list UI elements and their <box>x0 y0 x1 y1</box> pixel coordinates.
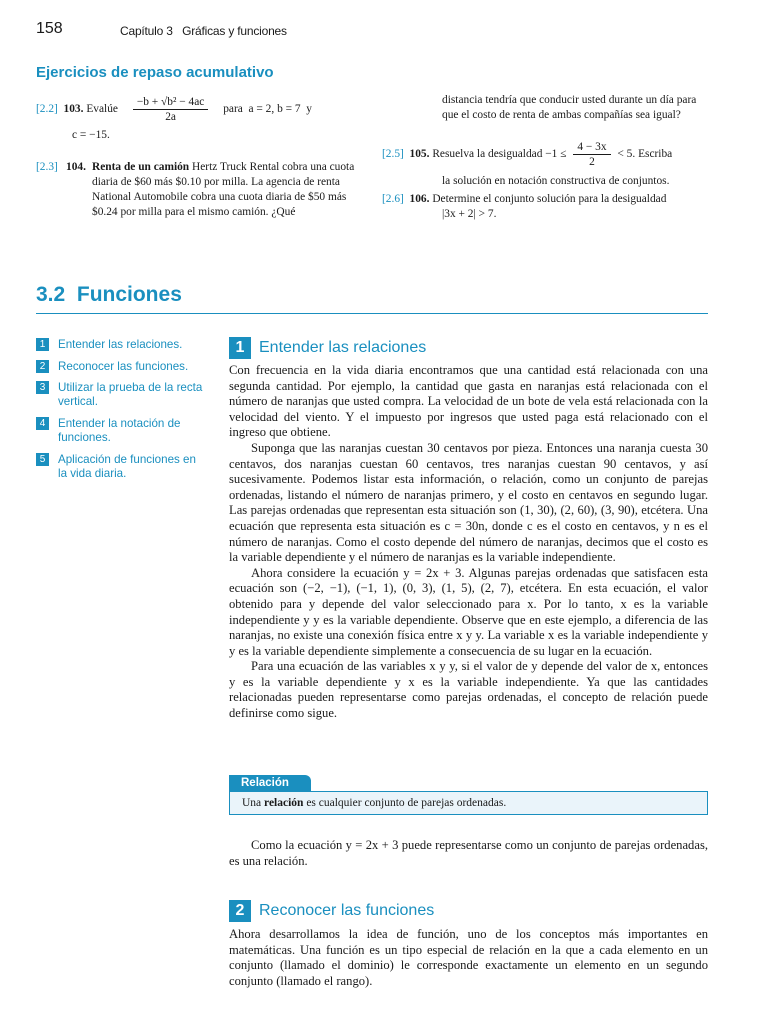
exercise-106 <box>382 192 712 222</box>
paragraph: Como la ecuación y = 2x + 3 puede representarse como un conjunto de parejas ordenadas, es una relación. <box>229 838 708 868</box>
after-definition-body <box>229 838 708 869</box>
paragraph: Suponga que las naranjas cuestan 30 centavos por pieza. Entonces una naranja cuesta 30 centavos, dos naranjas cuestan 60 centavos, tres naranjas cuestan 90 centavos, y así sucesivamente. Podemos listar esta información, o relación, como un conjunto de parejas ordenadas, listando el número de naranjas primero, y el costo en centavos en segundo lugar. Las parejas ordenadas que representan esta situación son (1, 30), (2, 60), (3, 90), etcétera. Una ecuación que representa esta situación es c = 30n, donde c es el costo en centavos, y n es el número de naranjas. Como el costo depende del número de naranjas, decimos que el costo es la variable dependiente y el número de naranjas es la variable independiente. <box>229 440 708 565</box>
exercise-condition: para a = 2, b = 7 y <box>223 103 312 116</box>
definition-label: Relación <box>229 775 311 791</box>
fraction-denominator: 2 <box>589 156 595 168</box>
exercise-number: 103. <box>63 103 84 116</box>
exercise-tag: [2.5] <box>382 148 404 161</box>
objective-number: 2 <box>36 360 49 373</box>
objective-item <box>36 338 208 352</box>
objective-text: Aplicación de funciones en la vida diaria. <box>58 453 196 480</box>
review-heading: Ejercicios de repaso acumulativo <box>36 64 274 81</box>
page-number: 158 <box>36 20 63 37</box>
fraction-numerator: 4 − 3x <box>573 140 610 155</box>
exercise-line2: |3x + 2| > 7. <box>442 208 497 220</box>
subsection-1-body <box>229 363 708 722</box>
definition-box <box>229 791 708 815</box>
subsection-number: 1 <box>229 337 251 359</box>
exercise-lead: Resuelva la desigualdad −1 ≤ <box>432 148 567 161</box>
exercise-number: 105. <box>409 148 430 161</box>
fraction-denominator: 2a <box>165 111 176 123</box>
objective-item <box>36 417 208 445</box>
section-rule <box>36 313 708 314</box>
objective-number: 3 <box>36 381 49 394</box>
fraction-numerator: −b + √b² − 4ac <box>133 95 209 110</box>
paragraph: Para una ecuación de las variables x y y, si el valor de y depende del valor de x, entonces y es la variable dependiente y x es la variable independiente. Ya que las cantidades relacionadas pueden representarse como parejas ordenadas, el concepto de relación puede definirse como sigue. <box>229 659 708 721</box>
exercise-tag: [2.2] <box>36 103 58 116</box>
exercise-103 <box>36 95 366 143</box>
objective-text: Utilizar la prueba de la recta vertical. <box>58 381 203 408</box>
subsection-heading-1 <box>229 337 426 359</box>
exercise-line2: c = −15. <box>72 129 110 141</box>
paragraph: Ahora considere la ecuación y = 2x + 3. Algunas parejas ordenadas que satisfacen esta ecuación son (−2, −1), (−1, 1), (0, 3), (1, 5), (2, 7), etcétera. En esta ecuación, el valor obtenido para y depende del valor seleccionado para x. Por lo tanto, x es la variable independiente y y es la variable dependiente. Observe que en este ejemplo, a diferencia de las naranjas, no existe una conexión física entre x y y. La variable x es la variable independiente y y es la variable dependiente simplemente a consecuencia de su lugar en la ecuación. <box>229 565 708 658</box>
objective-number: 5 <box>36 453 49 466</box>
exercise-tag: [2.3] <box>36 161 58 173</box>
definition-text-pre: Una <box>242 797 265 809</box>
exercise-text: Determine el conjunto solución para la desigualdad <box>432 193 667 205</box>
objective-number: 1 <box>36 338 49 351</box>
exercise-104 <box>36 160 361 220</box>
objective-text: Entender la notación de funciones. <box>58 417 181 444</box>
exercise-line2: la solución en notación constructiva de conjuntos. <box>442 175 670 187</box>
exercise-lead: Evalúe <box>86 103 118 116</box>
subsection-heading-2 <box>229 900 434 922</box>
objective-text: Entender las relaciones. <box>58 338 183 351</box>
objective-number: 4 <box>36 417 49 430</box>
exercise-tag: [2.6] <box>382 193 404 205</box>
subsection-2-body <box>229 927 708 989</box>
inequality-fraction <box>573 140 610 169</box>
exercise-number: 104. <box>66 161 86 173</box>
subsection-title: Reconocer las funciones <box>259 902 435 919</box>
subsection-title: Entender las relaciones <box>259 339 427 356</box>
objective-text: Reconocer las funciones. <box>58 360 189 373</box>
paragraph: Ahora desarrollamos la idea de función, uno de los conceptos más importantes en matemáticas. Una función es un tipo especial de relación en la que a cada elemento en un conjunto (llamado el dominio) le corresponde exactamente un elemento en un segundo conjunto (llamado el rango). <box>229 927 708 988</box>
quadratic-fraction <box>133 95 209 124</box>
objective-item <box>36 381 208 409</box>
exercise-title: Renta de un camión <box>92 161 190 173</box>
exercise-number: 106. <box>409 193 430 205</box>
exercise-text: Hertz Truck Rental cobra una cuota diaria de $60 más $0.10 por milla. La agencia de renta National Automobile cobra una cuota diaria de $50 más $0.24 por milla para el mismo camión. ¿Qué <box>92 161 355 218</box>
subsection-number: 2 <box>229 900 251 922</box>
definition-term: relación <box>264 797 304 809</box>
exercise-tail: < 5. Escriba <box>617 148 673 161</box>
running-head: Capítulo 3 Gráficas y funciones <box>120 24 287 38</box>
paragraph: Con frecuencia en la vida diaria encontramos que una cantidad está relacionada con una segunda cantidad. Por ejemplo, la cantidad que gasta en naranjas está relacionada con el número de naranjas que usted compra. La velocidad de un bote de vela está relacionada con la velocidad del viento. Y el impuesto por ingresos que usted paga está relacionado con el ingreso que obtiene. <box>229 363 708 440</box>
objective-item <box>36 453 208 481</box>
definition-text-post: es cualquier conjunto de parejas ordenadas. <box>303 797 507 809</box>
exercise-105 <box>382 140 712 189</box>
section-title: 3.2 Funciones <box>36 283 182 306</box>
objective-item <box>36 360 208 374</box>
exercise-104-continuation: distancia tendría que conducir usted durante un día para que el costo de renta de ambas compañías sea igual? <box>442 94 697 121</box>
